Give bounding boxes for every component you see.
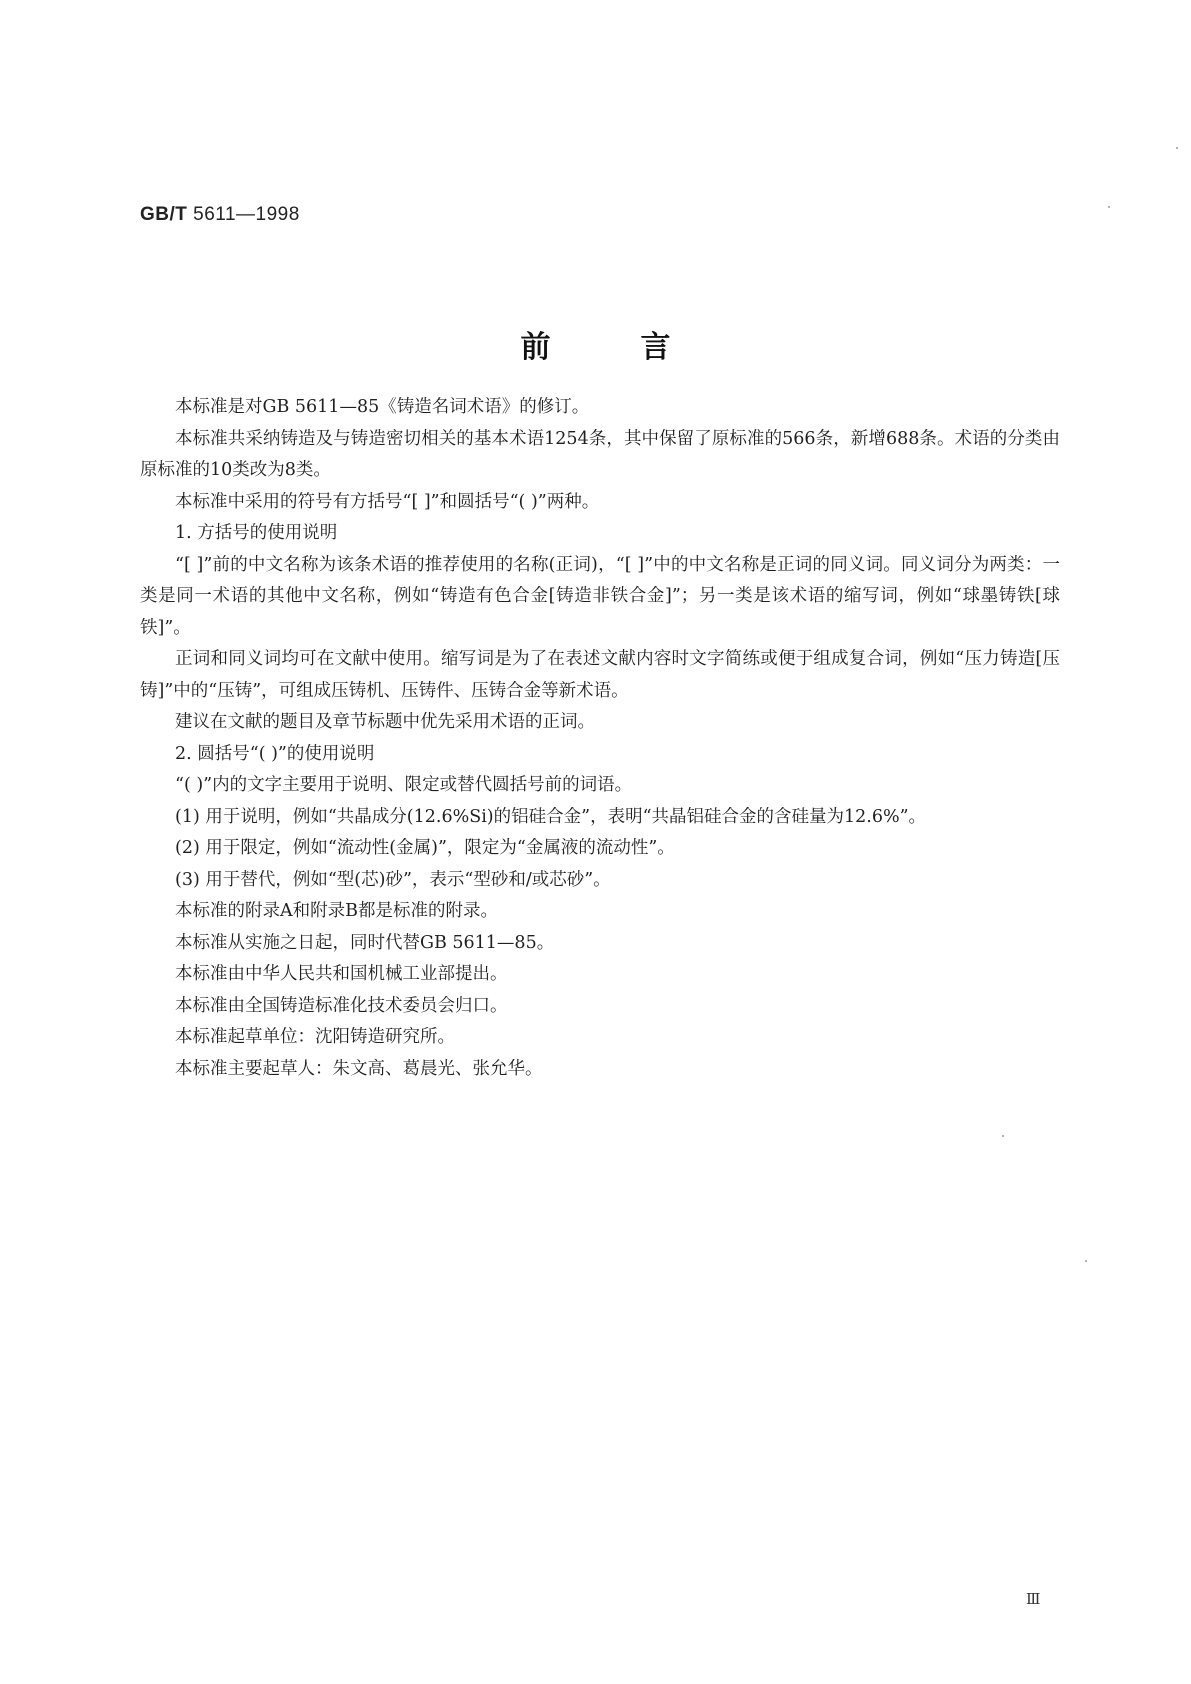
paragraph: “[ ]”前的中文名称为该条术语的推荐使用的名称(正词)，“[ ]”中的中文名称是正词的同义词。同义词分为两类：一类是同一术语的其他中文名称，例如“铸造有色合金[铸造非铁合金]”；另一类是该术语的缩写词，例如“球墨铸铁[球铁]”。 (140, 554, 1060, 638)
paragraph: 本标准的附录A和附录B都是标准的附录。 (175, 901, 498, 921)
page-number: Ⅲ (1026, 1590, 1041, 1608)
scan-speck (1176, 147, 1178, 149)
scan-speck (1002, 1135, 1004, 1137)
section-heading: 2. 圆括号“( )”的使用说明 (175, 743, 375, 764)
paragraph: 本标准中采用的符号有方括号“[ ]”和圆括号“( )”两种。 (175, 491, 600, 512)
scan-speck (1108, 206, 1110, 208)
foreword-body (140, 392, 1060, 1085)
standard-code (140, 204, 300, 226)
paragraph: 建议在文献的题目及章节标题中优先采用术语的正词。 (175, 712, 595, 732)
paragraph: 本标准共采纳铸造及与铸造密切相关的基本术语1254条，其中保留了原标准的566条，新增688条。术语的分类由原标准的10类改为8类。 (140, 428, 1060, 480)
paragraph: 本标准由全国铸造标准化技术委员会归口。 (175, 995, 508, 1016)
paragraph: 正词和同义词均可在文献中使用。缩写词是为了在表述文献内容时文字简练或便于组成复合词，例如“压力铸造[压铸]”中的“压铸”，可组成压铸机、压铸件、压铸合金等新术语。 (140, 649, 1060, 701)
standard-code-number: 5611—1998 (193, 204, 300, 225)
paragraph: 本标准是对GB 5611—85《铸造名词术语》的修订。 (175, 397, 590, 417)
list-item: (3) 用于替代，例如“型(芯)砂”，表示“型砂和/或芯砂”。 (175, 869, 611, 890)
list-item: (1) 用于说明，例如“共晶成分(12.6%Si)的铝硅合金”，表明“共晶铝硅合金的含硅量为12.6%”。 (175, 806, 927, 827)
standard-code-prefix: GB/T (140, 204, 188, 225)
section-heading: 1. 方括号的使用说明 (175, 523, 338, 543)
paragraph: 本标准由中华人民共和国机械工业部提出。 (175, 964, 508, 984)
page-title: 前言 (520, 330, 761, 365)
paragraph: 本标准主要起草人：朱文高、葛晨光、张允华。 (175, 1058, 543, 1079)
paragraph: “( )”内的文字主要用于说明、限定或替代圆括号前的词语。 (175, 775, 633, 795)
scan-speck (1085, 1260, 1087, 1262)
list-item: (2) 用于限定，例如“流动性(金属)”，限定为“金属液的流动性”。 (175, 838, 675, 858)
paragraph: 本标准从实施之日起，同时代替GB 5611—85。 (175, 932, 555, 953)
paragraph: 本标准起草单位：沈阳铸造研究所。 (175, 1027, 455, 1047)
